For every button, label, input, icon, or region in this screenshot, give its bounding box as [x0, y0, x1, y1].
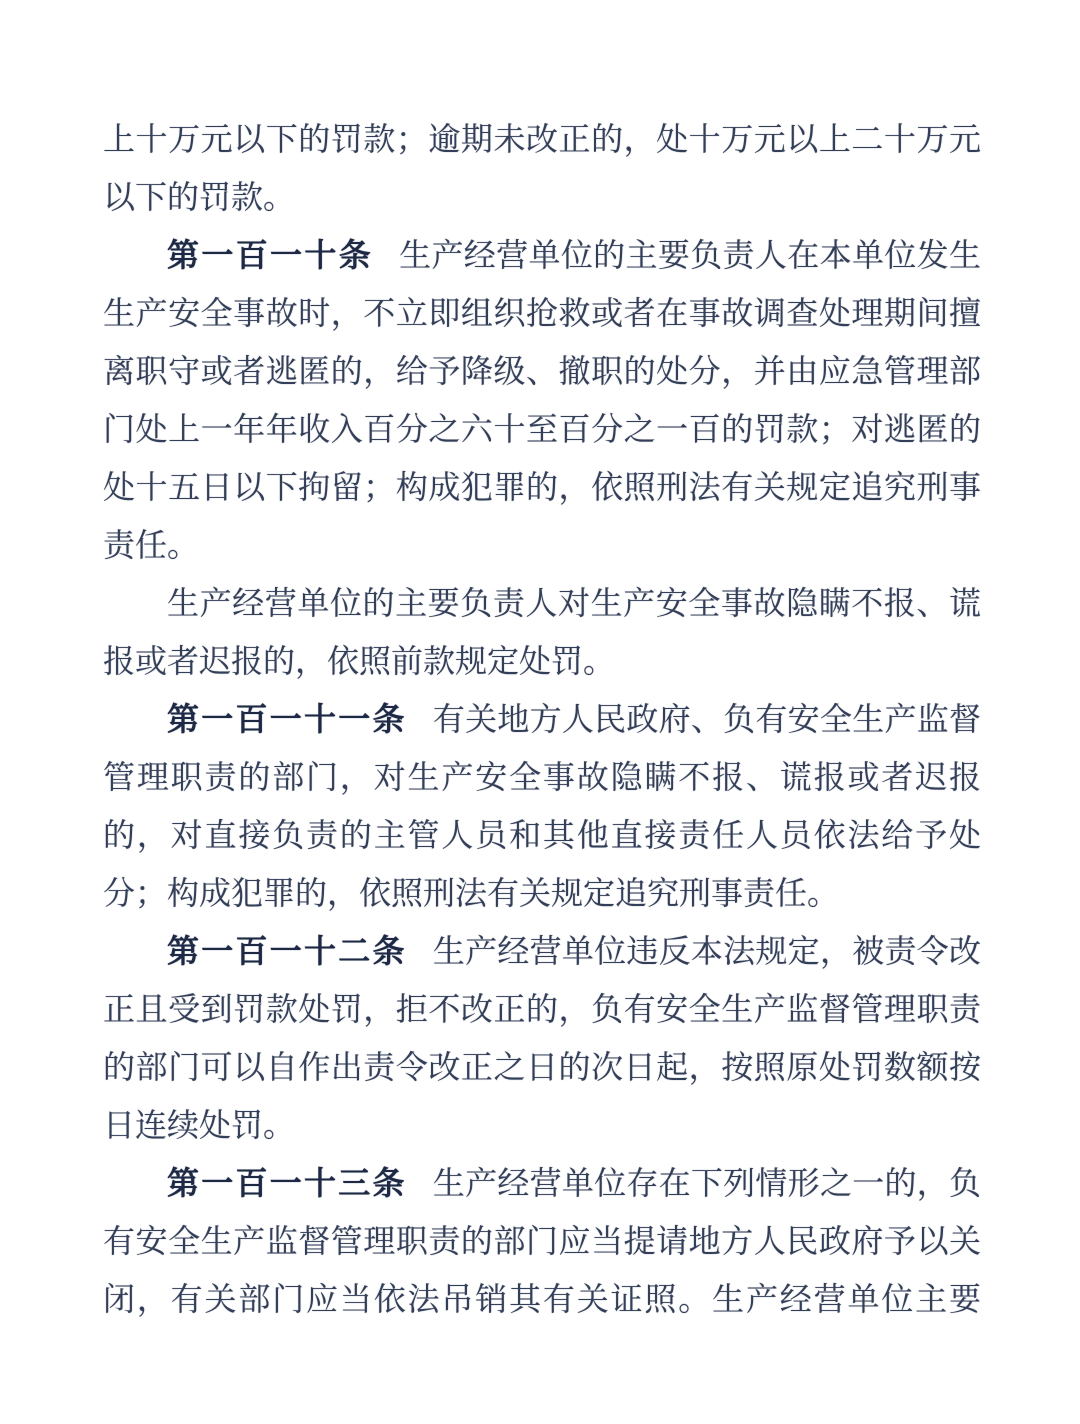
paragraph — [103, 922, 981, 1154]
document-text-column — [103, 110, 981, 1328]
article-number-heading: 第一百一十二条 — [167, 933, 407, 969]
paragraph — [103, 226, 981, 574]
paragraph-text: 生产经营单位违反本法规定，被责令改正且受到罚款处罚，拒不改正的，负有安全生产监督管理职责的部门可以自作出责令改正之日的次日起，按照原处罚数额按日连续处罚。 — [103, 933, 981, 1143]
article-number-heading: 第一百一十一条 — [167, 701, 407, 737]
paragraph-text: 生产经营单位存在下列情形之一的，负有安全生产监督管理职责的部门应当提请地方人民政府予以关闭，有关部门应当依法吊销其有关证照。生产经营单位主要 — [103, 1165, 981, 1317]
paragraph — [103, 574, 981, 690]
article-number-heading: 第一百一十条 — [167, 237, 374, 273]
paragraph — [103, 110, 981, 226]
article-number-heading: 第一百一十三条 — [167, 1165, 407, 1201]
paragraph-text: 生产经营单位的主要负责人在本单位发生生产安全事故时，不立即组织抢救或者在事故调查处理期间擅离职守或者逃匿的，给予降级、撤职的处分，并由应急管理部门处上一年年收入百分之六十至百分之一百的罚款；对逃匿的处十五日以下拘留；构成犯罪的，依照刑法有关规定追究刑事责任。 — [103, 237, 981, 563]
paragraph — [103, 1154, 981, 1328]
paragraph-text: 有关地方人民政府、负有安全生产监督管理职责的部门，对生产安全事故隐瞒不报、谎报或者迟报的，对直接负责的主管人员和其他直接责任人员依法给予处分；构成犯罪的，依照刑法有关规定追究刑事责任。 — [103, 701, 981, 911]
paragraph-text: 上十万元以下的罚款；逾期未改正的，处十万元以上二十万元以下的罚款。 — [103, 121, 981, 215]
paragraph-text: 生产经营单位的主要负责人对生产安全事故隐瞒不报、谎报或者迟报的，依照前款规定处罚。 — [103, 585, 981, 679]
paragraph — [103, 690, 981, 922]
